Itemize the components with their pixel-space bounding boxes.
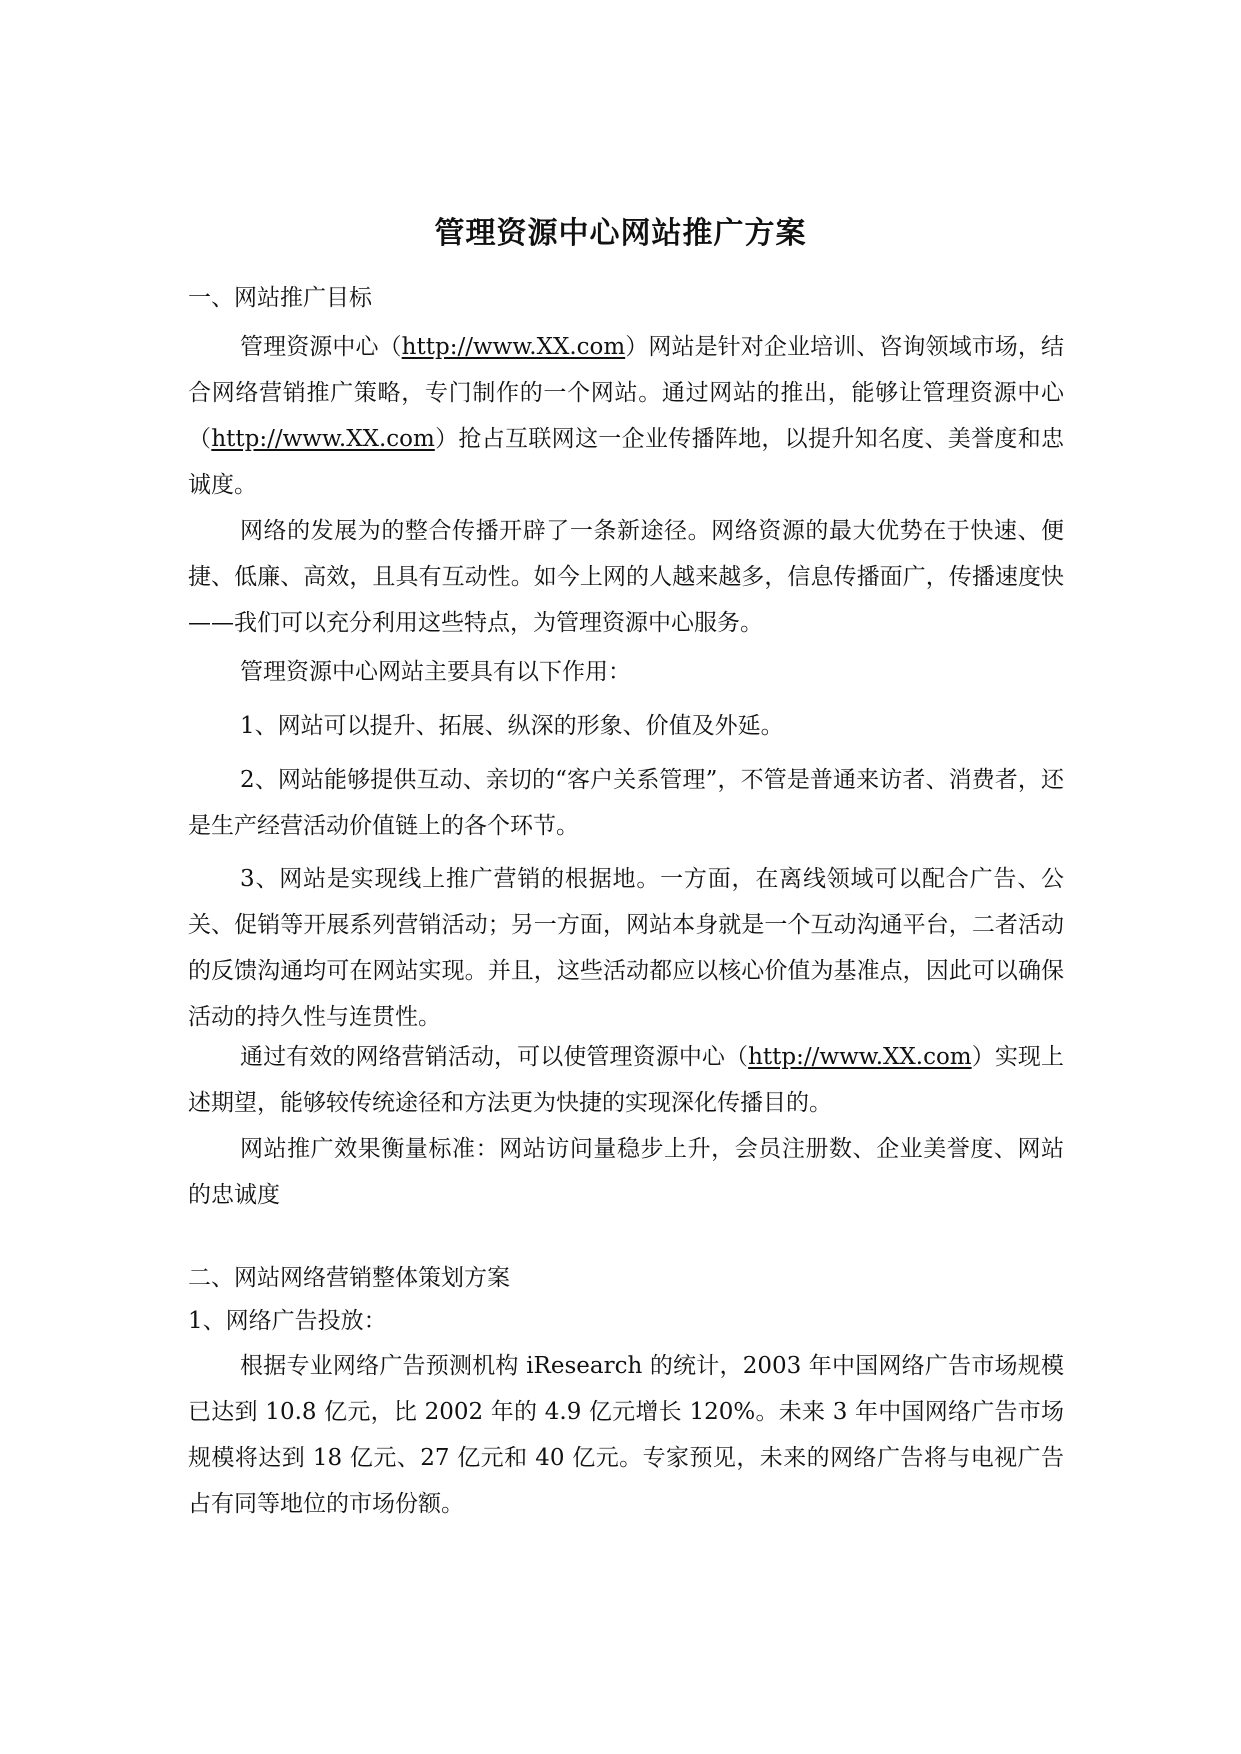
document-title: 管理资源中心网站推广方案 <box>434 216 807 251</box>
paragraph-functions-intro: 管理资源中心网站主要具有以下作用： <box>240 659 631 685</box>
paragraph-measurement-standard: 网站推广效果衡量标准：网站访问量稳步上升，会员注册数、企业美誉度、网站的忠诚度 <box>188 1136 1064 1208</box>
paragraph-network-development: 网络的发展为的整合传播开辟了一条新途径。网络资源的最大优势在于快速、便捷、低廉、高效，且具有互动性。如今上网的人越来越多，信息传播面广，传播速度快——我们可以充分利用这些特点，为管理资源中心服务。 <box>188 518 1064 636</box>
text-run: 通过有效的网络营销活动，可以使管理资源中心（ <box>240 1044 749 1070</box>
text-run: ）抢占互联网这一企业传播阵地，以提升知名度、美誉度和忠诚度。 <box>188 426 1065 498</box>
paragraph-function-1: 1、网站可以提升、拓展、纵深的形象、价值及外延。 <box>240 713 784 739</box>
website-link[interactable]: http://www.XX.com <box>211 426 435 452</box>
paragraph-function-2: 2、网站能够提供互动、亲切的“客户关系管理”，不管是普通来访者、消费者，还是生产经营活动价值链上的各个环节。 <box>188 767 1064 839</box>
website-link[interactable]: http://www.XX.com <box>401 334 626 360</box>
paragraph-function-3: 3、网站是实现线上推广营销的根据地。一方面，在离线领域可以配合广告、公关、促销等开展系列营销活动；另一方面，网站本身就是一个互动沟通平台，二者活动的反馈沟通均可在网站实现。并且，这些活动都应以核心价值为基准点，因此可以确保活动的持久性与连贯性。 <box>188 866 1064 1030</box>
text-run: ）实现上述期望，能够较传统途径和方法更为快捷的实现深化传播目的。 <box>188 1044 1065 1116</box>
text-run: 管理资源中心（ <box>240 334 402 360</box>
paragraph-effective-marketing <box>188 1034 1064 1126</box>
section-heading-2: 二、网站网络营销整体策划方案 <box>188 1265 510 1291</box>
paragraph-goal-intro <box>188 324 1064 508</box>
text-run: ）网站是针对企业培训、咨询领域市场，结合网络营销推广策略，专门制作的一个网站。通过网站的推出，能够让管理资源中心（ <box>188 334 1065 452</box>
website-link[interactable]: http://www.XX.com <box>748 1044 972 1070</box>
subsection-heading-ad: 1、网络广告投放： <box>188 1308 387 1334</box>
paragraph-ad-market: 根据专业网络广告预测机构 iResearch 的统计，2003 年中国网络广告市场规模已达到 10.8 亿元，比 2002 年的 4.9 亿元增长 120%。未来 3 年中国网络广告市场规模将达到 18 亿元、27 亿元和 40 亿元。专家预见，未来的网络广告将与电视广告占有同等地位的市场份额。 <box>188 1353 1064 1517</box>
section-heading-1: 一、网站推广目标 <box>188 285 372 311</box>
